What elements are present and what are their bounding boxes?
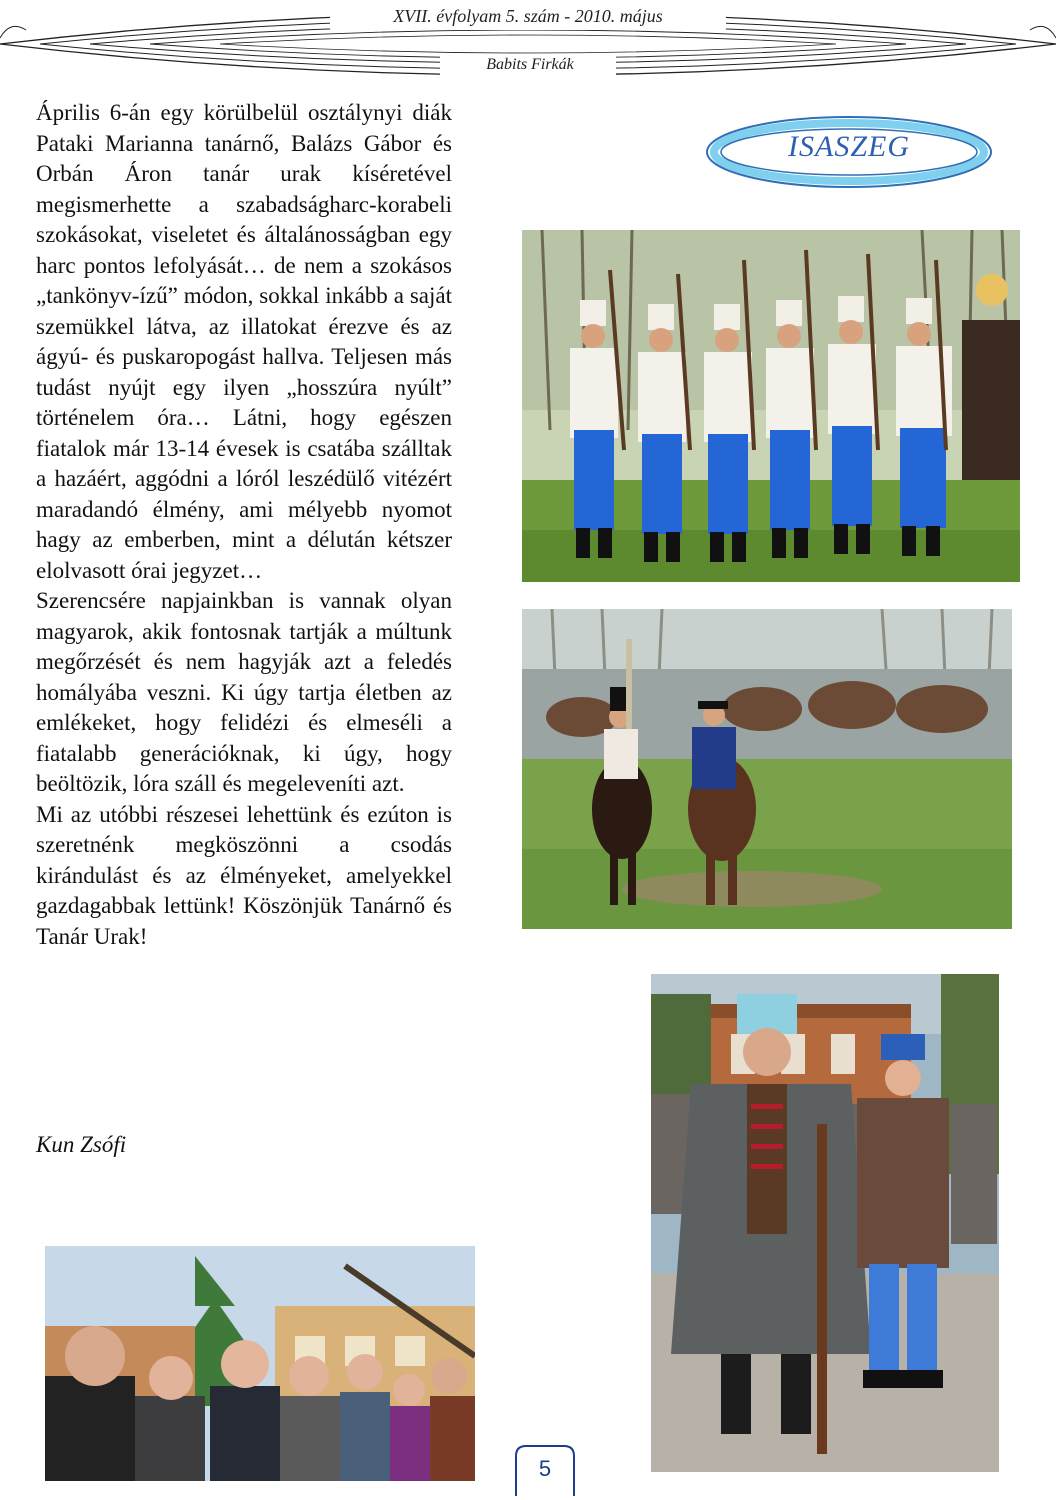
photo-cavalry (522, 609, 1012, 929)
badge-label: ISASZEG (788, 130, 910, 163)
photo-officer-and-boy (651, 974, 999, 1472)
photo-students-crowd (45, 1246, 475, 1481)
article-paragraph: Április 6-án egy körülbelül osztálynyi diák Pataki Marianna tanárnő, Balázs Gábor és Orbán Áron tanár urak kíséretével megismerhette a szabadságharc-korabeli szokásokat, viseletet és általánosságban egy harc pontos lefolyását… de nem a szokásos „tankönyv-ízű” módon, sokkal inkább a saját szemükkel látva, az illatokat érezve és az ágyú- és puskaropogást hallva. Teljesen más tudást nyújt egy ilyen „hosszúra nyúlt” történelem óra… Látni, hogy egészen fiatalok már 13-14 évesek is csatába szálltak a hazáért, aggódni a lóról leszédülő vitézért maradandó élmény, ami mélyebb nyomot hagy az emberben, mint a délután kétszer elolvasott órai jegyzet… (36, 100, 452, 583)
issue-header: XVII. évfolyam 5. szám - 2010. május (393, 6, 663, 26)
article-paragraph: Mi az utóbbi részesei lehettünk és ezúton is szeretnénk megköszönni a csodás kirándulást és az élményeket, amelyekkel gazdagabbak lettünk! Köszönjük Tanárnő és Tanár Urak! (36, 801, 452, 949)
photo-soldiers-marching (522, 230, 1020, 582)
author-signature: Kun Zsófi (36, 1132, 127, 1157)
publication-name: Babits Firkák (486, 56, 574, 73)
article-paragraph: Szerencsére napjainkban is vannak olyan magyarok, akik fontosnak tartják a múltunk megőrzését és nem hagyják azt a feledés homályába veszni. Ki úgy tartja életben az emlékeket, hogy felidézi és elmeséli a fiatalabb generációknak, ki úgy, hogy beöltözik, lóra száll és megeleveníti azt. (36, 588, 452, 796)
article-body (36, 98, 452, 952)
page-number: 5 (538, 1456, 552, 1481)
